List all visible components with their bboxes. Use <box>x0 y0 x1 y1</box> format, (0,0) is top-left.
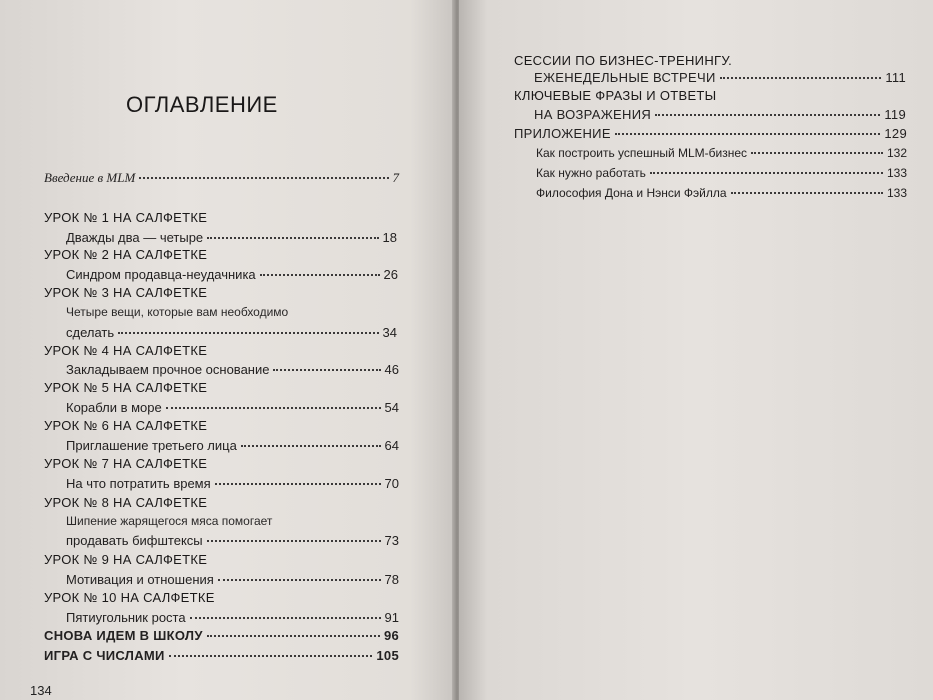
toc-label-line: Шипение жарящегося мяса помогает <box>66 514 273 528</box>
toc-label: Пятиугольник роста <box>66 610 186 625</box>
toc-label: Как нужно работать <box>536 166 646 180</box>
left-page <box>0 0 455 700</box>
toc-page-number: 132 <box>886 146 907 160</box>
toc-entry-school <box>44 628 399 643</box>
dot-leader <box>260 274 380 276</box>
toc-page-number: 70 <box>384 476 399 491</box>
toc-label: Философия Дона и Нэнси Фэйлла <box>536 186 727 200</box>
toc-label: ПРИЛОЖЕНИЕ <box>514 126 611 141</box>
section-heading-line: СЕССИИ ПО БИЗНЕС-ТРЕНИНГУ. <box>514 53 733 68</box>
dot-leader <box>241 445 381 447</box>
toc-entry-sessions <box>534 70 906 85</box>
toc-entry <box>66 438 399 453</box>
toc-entry <box>66 230 397 245</box>
dot-leader <box>218 579 381 581</box>
section-heading-line: КЛЮЧЕВЫЕ ФРАЗЫ И ОТВЕТЫ <box>514 88 717 103</box>
toc-label: Введение в MLM <box>44 170 136 185</box>
toc-page-number: 91 <box>384 610 399 625</box>
lesson-heading: УРОК № 4 НА САЛФЕТКЕ <box>44 343 208 358</box>
lesson-heading: УРОК № 1 НА САЛФЕТКЕ <box>44 210 208 225</box>
lesson-heading: УРОК № 10 НА САЛФЕТКЕ <box>44 590 215 605</box>
toc-label: ИГРА С ЧИСЛАМИ <box>44 648 165 663</box>
page-title: ОГЛАВЛЕНИЕ <box>126 92 278 117</box>
toc-label: сделать <box>66 325 115 340</box>
toc-entry <box>66 267 398 282</box>
dot-leader <box>731 192 883 194</box>
toc-label: НА ВОЗРАЖЕНИЯ <box>534 107 652 122</box>
toc-entry <box>66 533 399 548</box>
toc-page-number: 34 <box>382 325 397 340</box>
dot-leader <box>720 77 882 79</box>
toc-label-line: Четыре вещи, которые вам необходимо <box>66 305 289 319</box>
toc-page-number: 7 <box>392 170 399 185</box>
lesson-heading: УРОК № 6 НА САЛФЕТКЕ <box>44 418 208 433</box>
toc-page-number: 18 <box>382 230 397 245</box>
toc-entry <box>536 186 907 200</box>
toc-page-number: 96 <box>383 628 399 643</box>
toc-entry-numbers <box>44 648 399 663</box>
toc-label: На что потратить время <box>66 476 211 491</box>
toc-label: Мотивация и отношения <box>66 572 214 587</box>
toc-label: Как построить успешный MLM-бизнес <box>536 146 748 160</box>
toc-label: продавать бифштексы <box>66 533 203 548</box>
toc-label: ЕЖЕНЕДЕЛЬНЫЕ ВСТРЕЧИ <box>534 70 716 85</box>
lesson-heading: УРОК № 9 НА САЛФЕТКЕ <box>44 552 208 567</box>
dot-leader <box>615 133 881 135</box>
toc-label: СНОВА ИДЕМ В ШКОЛУ <box>44 628 203 643</box>
lesson-heading: УРОК № 5 НА САЛФЕТКЕ <box>44 380 208 395</box>
toc-entry-intro <box>44 170 399 186</box>
dot-leader <box>655 114 880 116</box>
toc-page-number: 133 <box>886 166 907 180</box>
toc-page-number: 26 <box>383 267 398 282</box>
toc-page-number: 73 <box>384 533 399 548</box>
lesson-heading: УРОК № 8 НА САЛФЕТКЕ <box>44 495 208 510</box>
toc-entry <box>536 166 907 180</box>
dot-leader <box>118 332 378 334</box>
toc-page-number: 46 <box>384 362 399 377</box>
toc-page-number: 78 <box>384 572 399 587</box>
dot-leader <box>207 540 381 542</box>
toc-label: Приглашение третьего лица <box>66 438 237 453</box>
dot-leader <box>190 617 381 619</box>
toc-entry <box>66 572 399 587</box>
toc-entry <box>66 476 399 491</box>
toc-label: Синдром продавца-неудачника <box>66 267 256 282</box>
toc-page-number: 64 <box>384 438 399 453</box>
toc-page-number: 133 <box>886 186 907 200</box>
dot-leader <box>166 407 381 409</box>
dot-leader <box>207 635 380 637</box>
toc-entry <box>66 362 399 377</box>
dot-leader <box>273 369 380 371</box>
dot-leader <box>207 237 378 239</box>
toc-entry <box>66 400 399 415</box>
toc-entry <box>66 610 399 625</box>
toc-entry-phrases <box>534 107 906 122</box>
toc-entry <box>66 325 397 340</box>
toc-entry-appendix <box>514 126 907 141</box>
dot-leader <box>139 177 388 179</box>
toc-label: Корабли в море <box>66 400 162 415</box>
right-page <box>459 0 933 700</box>
toc-page-number: 129 <box>884 126 907 141</box>
toc-page-number: 111 <box>885 70 906 85</box>
toc-label: Дважды два — четыре <box>66 230 204 245</box>
toc-page-number: 54 <box>384 400 399 415</box>
toc-page-number: 119 <box>884 107 906 122</box>
lesson-heading: УРОК № 2 НА САЛФЕТКЕ <box>44 247 208 262</box>
toc-label: Закладываем прочное основание <box>66 362 270 377</box>
dot-leader <box>751 152 883 154</box>
dot-leader <box>215 483 381 485</box>
toc-entry <box>536 146 907 160</box>
page-number-folio: 134 <box>30 683 52 698</box>
toc-page-number: 105 <box>376 648 399 663</box>
dot-leader <box>169 655 373 657</box>
lesson-heading: УРОК № 7 НА САЛФЕТКЕ <box>44 456 208 471</box>
lesson-heading: УРОК № 3 НА САЛФЕТКЕ <box>44 285 208 300</box>
dot-leader <box>650 172 883 174</box>
